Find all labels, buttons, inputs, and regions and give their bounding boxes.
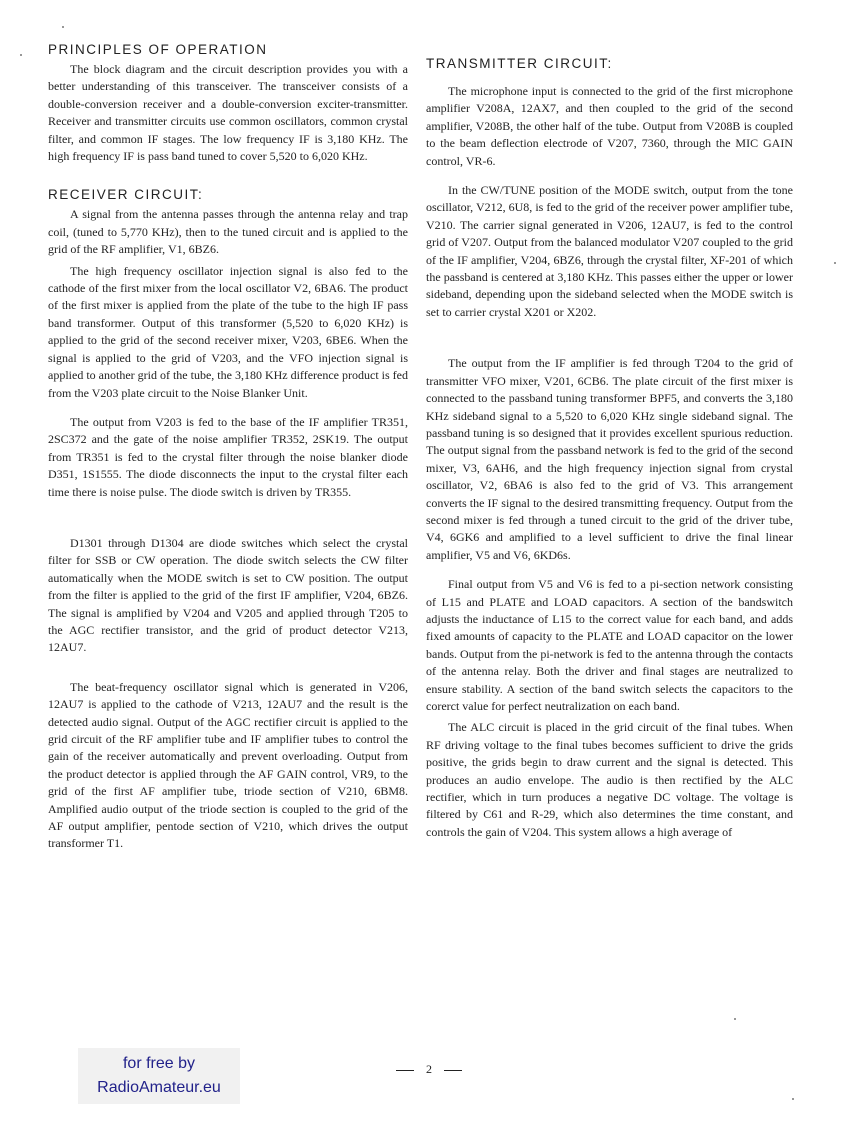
principles-heading: PRINCIPLES OF OPERATION [48,42,268,57]
scan-speck [792,1098,794,1100]
scan-speck [20,54,22,56]
scan-speck [62,26,64,28]
scan-speck [734,1018,736,1020]
receiver-paragraph-5: The beat-frequency oscillator signal which is generated in V206, 12AU7 is applied to the cathode of V213, 12AU7 and the result is the detected audio signal. Output of the AGC rectifier circuit is applied to the grid circuit of the RF amplifier tube and IF amplifier tubes to control the gain of the receiver automatically and prevent overloading. Output from the product detector is applied through the AF GAIN control, VR9, to the grid of the first AF amplifier tube, triode section of V210, 6BM8. Amplified audio output of the triode section is coupled to the grid of the AF output amplifier, pentode section of V210, which drives the output transformer T1. [48,679,408,851]
receiver-paragraph-4: D1301 through D1304 are diode switches which select the crystal filter for SSB or CW operation. The diode switch selects the CW filter automatically when the MODE switch is set to CW position. The output from the filter is applied to the grid of the first IF amplifier, V204, 6BZ6. The signal is amplified by V204 and V205 and applied through T205 to the AGC rectifier transistor, and the grid of product detector V213, 12AU7. [48,535,408,655]
watermark-line-1: for free by [122,1055,196,1072]
transmitter-paragraph-2: In the CW/TUNE position of the MODE switch, output from the tone oscillator, V212, 6U8, is fed to the grid of the receiver power amplifier tube, V210. The carrier signal generated in V206, 12AU7, is fed to the control grid of V207. Output from the balanced modulator V207 coupled to the grid of the IF amplifier, V204, 6BZ6, through the crystal filter, XF-201 of which the passband is centered at 3,180 KHz. This passes either the upper or lower sideband, depending upon the sideband selected when the MODE switch is set to carrier crystal X201 or X202. [426,183,793,319]
receiver-paragraph-1: A signal from the antenna passes through the antenna relay and trap coil, (tuned to 5,770 KHz), then to the tuned circuit and is applied to the grid of the RF amplifier, V1, 6BZ6. [48,207,408,257]
transmitter-paragraph-4: Final output from V5 and V6 is fed to a pi-section network consisting of L15 and PLATE and LOAD capacitors. A section of the bandswitch adjusts the inductance of L15 to the correct value for each band, and adds fixed amounts of capacity to the PLATE and LOAD capacitor on the lower bands. Output from the pi-network is fed to the antenna through the contacts of the antenna relay. Both the driver and final stages are neutralized to ensure stability. A section of the band switch selects the capacitors to the corerct value for perfect neutralization on each band. [426,577,793,713]
transmitter-heading: TRANSMITTER CIRCUIT: [426,56,613,71]
watermark-line-2: RadioAmateur.eu [97,1079,221,1096]
footer-watermark[interactable] [78,1048,240,1104]
receiver-heading: RECEIVER CIRCUIT: [48,187,204,203]
page-number: 2 [396,1062,462,1077]
principles-paragraph-1: The block diagram and the circuit description provides you with a better understanding of this transceiver. The transceiver consists of a double-conversion receiver and a double-conversion exciter-transmitter. Receiver and transmitter circuits use common oscillators, common crystal filter, and common IF stages. The low frequency IF is 3,180 KHz. The high frequency IF is pass band tuned to cover 5,520 to 6,020 KHz. [48,62,408,164]
left-column [48,42,408,853]
transmitter-paragraph-1: The microphone input is connected to the grid of the first microphone amplifier V208A, 12AX7, and then coupled to the grid of the second amplifier, V208B, the other half of the tube. Output from V208B is coupled to the beam deflection electrode of V207, 7360, through the MIC GAIN control, VR-6. [426,84,793,168]
scan-speck [834,262,836,264]
transmitter-paragraph-5: The ALC circuit is placed in the grid circuit of the final tubes. When RF driving voltage to the final tubes becomes sufficient to drive the grids positive, the grids begin to draw current and the signal is detected. This produces an audio envelope. The audio is then rectified by the ALC rectifier, which in turn produces a negative DC voltage. The voltage is filtered by C61 and R-29, which also determines the time constant, and controls the gain of V204. This system allows a high average of [426,720,793,839]
right-column [426,42,793,841]
transmitter-paragraph-3: The output from the IF amplifier is fed through T204 to the grid of transmitter VFO mixer, V201, 6CB6. The plate circuit of the first mixer is connected to the passband tuning transformer BPF5, and converts the 3,180 KHz sideband signal to a 5,520 to 6,020 KHz single sideband signal. The passband tuning is so designed that it provides excellent spurious reduction. The output signal from the passband network is fed to the grid of the second mixer, V3, 6AH6, and the high frequency injection signal from crystal oscillator, V2, 6BA6 is also fed to the grid of V3. This arrangement converts the IF signal to the desired transmitting frequency. Output from the second mixer is fed through a tuned circuit to the grid of the driver tube, V4, 6GK6 and amplified to a level sufficient to drive the final linear amplifier, V5 and V6, 6KD6s. [426,356,793,562]
receiver-paragraph-3: The output from V203 is fed to the base of the IF amplifier TR351, 2SC372 and the gate of the noise amplifier TR352, 2SK19. The output from TR351 is fed to the crystal filter through the noise blanker diode D351, 1S1555. The diode disconnects the input to the crystal filter each time there is noise pulse. The diode switch is driven by TR355. [48,414,408,499]
receiver-paragraph-2: The high frequency oscillator injection signal is also fed to the cathode of the first mixer from the local oscillator V2, 6BA6. The product of the first mixer is applied from the plate of the tube to the high IF pass band transformer. Output of this transformer (5,520 to 6,020 KHz) is applied to the grid of the second receiver mixer, V203, 6BE6. When the signal is applied to the grid of V203, and the VFO injection signal is applied to another grid of the tube, the 3,180 KHz difference product is fed from the V203 plate circuit to the Noise Blanker Unit. [48,263,408,400]
